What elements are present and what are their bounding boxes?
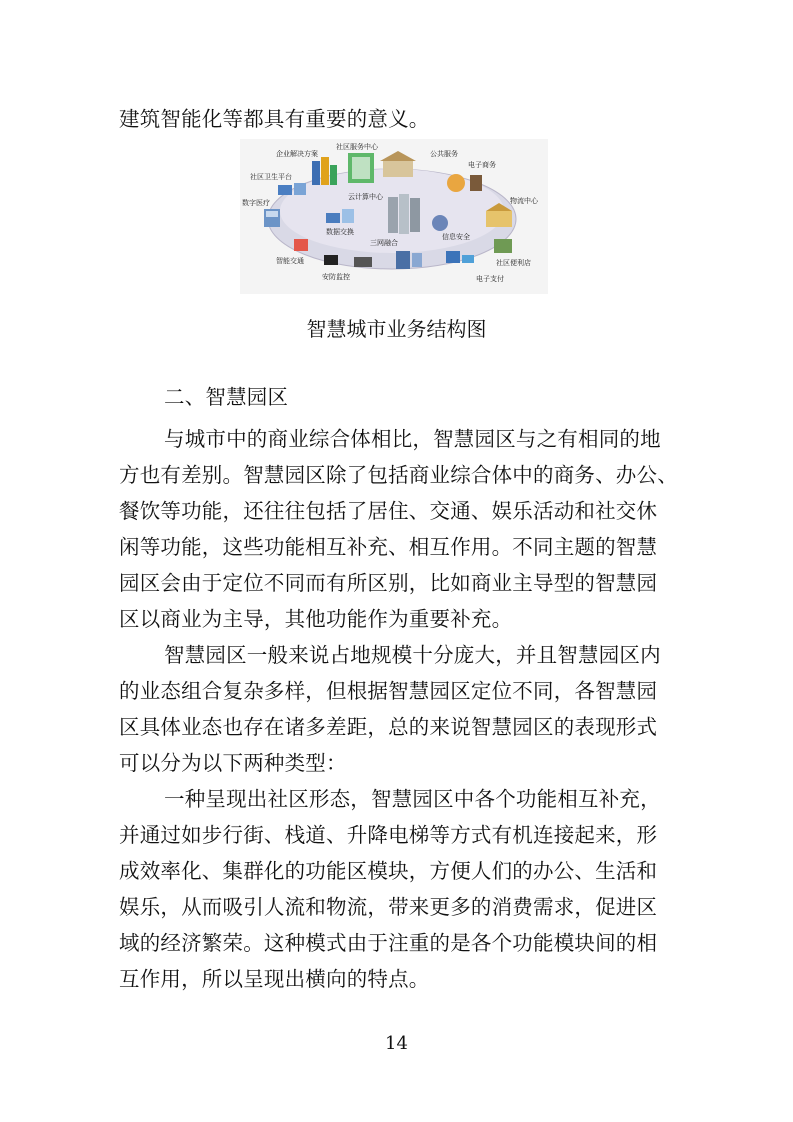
paragraph-1-line-3: 餐饮等功能，还往往包括了居住、交通、娱乐活动和社交休 (119, 499, 658, 523)
label-digital-medical: 数字医疗 (242, 199, 270, 207)
smart-transport-icon (294, 239, 308, 251)
label-ecommerce: 电子商务 (468, 161, 496, 169)
paragraph-3-line-4: 娱乐，从而吸引人流和物流，带来更多的消费需求，促进区 (119, 895, 658, 919)
paragraph-2-line-3: 区具体业态也存在诸多差距，总的来说智慧园区的表现形式 (119, 715, 658, 739)
label-community-convenience: 社区便利店 (496, 259, 531, 267)
paragraph-1-line-6: 区以商业为主导，其他功能作为重要补充。 (119, 607, 513, 631)
paragraph-3-line-3: 成效率化、集群化的功能区模块，方便人们的办公、生活和 (119, 859, 658, 883)
label-smart-transport: 智能交通 (276, 257, 304, 265)
label-public-service: 公共服务 (430, 150, 458, 158)
community-service-icon (348, 153, 374, 183)
paragraph-3-line-5: 域的经济繁荣。这种模式由于注重的是各个功能模块间的相 (119, 931, 658, 955)
label-enterprise: 企业解决方案 (276, 150, 318, 158)
intro-line: 建筑智能化等都具有重要的意义。 (119, 107, 430, 131)
paragraph-1-line-5: 园区会由于定位不同而有所区别，比如商业主导型的智慧园 (119, 571, 658, 595)
label-logistics: 物流中心 (510, 197, 538, 205)
section-heading: 二、智慧园区 (164, 385, 289, 409)
paragraph-2-line-2: 的业态组合复杂多样，但根据智慧园区定位不同，各智慧园 (119, 679, 658, 703)
page-number: 14 (385, 1033, 408, 1054)
digital-medical-icon (264, 209, 280, 227)
label-info-security: 信息安全 (442, 233, 470, 241)
paragraph-2-line-1: 智慧园区一般来说占地规模十分庞大，并且智慧园区内 (164, 643, 661, 667)
label-triple-network: 三网融合 (370, 239, 398, 247)
paragraph-1-line-4: 闲等功能，这些功能相互补充、相互作用。不同主题的智慧 (119, 535, 658, 559)
paragraph-3-line-1: 一种呈现出社区形态，智慧园区中各个功能相互补充， (164, 787, 661, 811)
paragraph-1-line-2: 方也有差别。智慧园区除了包括商业综合体中的商务、办公、 (119, 463, 678, 487)
label-data-exchange: 数据交换 (326, 228, 354, 236)
paragraph-2-line-4: 可以分为以下两种类型： (119, 751, 347, 775)
smart-city-diagram (240, 139, 548, 294)
triple-network-icon (396, 251, 422, 269)
community-convenience-icon (494, 239, 512, 253)
paragraph-3-line-2: 并通过如步行街、栈道、升降电梯等方式有机连接起来，形 (119, 823, 658, 847)
label-security-monitor: 安防监控 (322, 273, 350, 281)
paragraph-3-line-6: 互作用，所以呈现出横向的特点。 (119, 967, 430, 991)
label-community-service: 社区服务中心 (336, 143, 378, 151)
label-social-platform: 社区卫生平台 (250, 173, 292, 181)
data-center-icon (388, 194, 420, 234)
paragraph-1-line-1: 与城市中的商业综合体相比，智慧园区与之有相同的地 (164, 427, 661, 451)
label-data-center: 云计算中心 (348, 193, 383, 201)
label-e-payment: 电子支付 (476, 275, 504, 283)
figure-caption: 智慧城市业务结构图 (306, 317, 487, 341)
info-security-icon (432, 215, 448, 231)
